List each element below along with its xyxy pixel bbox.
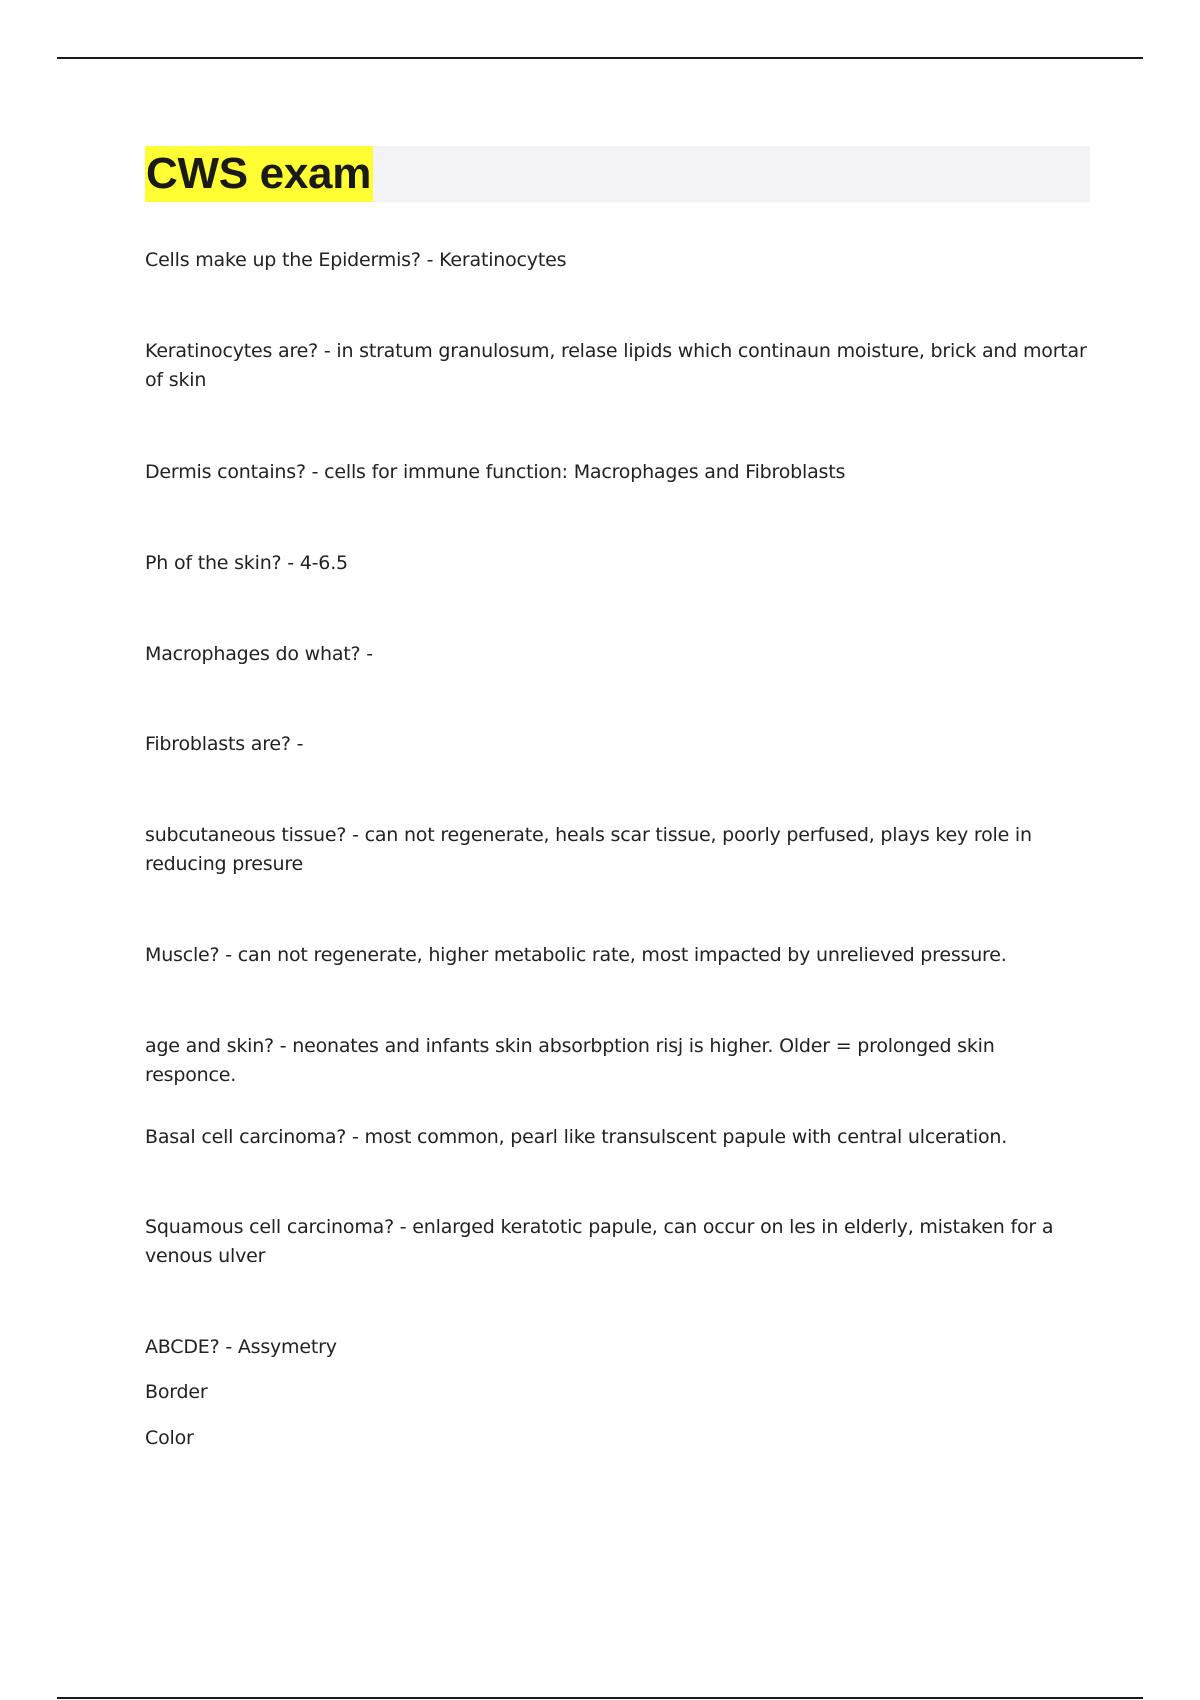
qa-item-epidermis-cells: Cells make up the Epidermis? - Keratinocytes bbox=[145, 249, 567, 271]
bottom-rule bbox=[57, 1697, 1143, 1699]
qa-item-squamous-cell: Squamous cell carcinoma? - enlarged keratotic papule, can occur on les in elderly, mistaken for a venous ulver bbox=[145, 1216, 1054, 1267]
abcde-line-color: Color bbox=[145, 1427, 194, 1449]
qa-item-basal-cell: Basal cell carcinoma? - most common, pearl like transulscent papule with central ulceration. bbox=[145, 1126, 1008, 1148]
qa-item-dermis: Dermis contains? - cells for immune function: Macrophages and Fibroblasts bbox=[145, 461, 846, 483]
qa-item-abcde: ABCDE? - Assymetry bbox=[145, 1336, 337, 1358]
document-title: CWS exam bbox=[145, 146, 373, 202]
qa-item-macrophages: Macrophages do what? - bbox=[145, 643, 373, 665]
qa-item-keratinocytes: Keratinocytes are? - in stratum granulosum, relase lipids which continaun moisture, brick and mortar of skin bbox=[145, 340, 1087, 391]
qa-item-fibroblasts: Fibroblasts are? - bbox=[145, 733, 304, 755]
abcde-line-border: Border bbox=[145, 1381, 208, 1403]
qa-item-age-skin: age and skin? - neonates and infants skin absorbption risj is higher. Older = prolonged skin responce. bbox=[145, 1035, 995, 1086]
qa-item-skin-ph: Ph of the skin? - 4-6.5 bbox=[145, 552, 348, 574]
qa-item-muscle: Muscle? - can not regenerate, higher metabolic rate, most impacted by unrelieved pressure. bbox=[145, 944, 1007, 966]
title-band bbox=[145, 146, 1090, 202]
top-rule bbox=[57, 57, 1143, 59]
qa-item-subcutaneous: subcutaneous tissue? - can not regenerate, heals scar tissue, poorly perfused, plays key role in reducing presure bbox=[145, 824, 1032, 875]
